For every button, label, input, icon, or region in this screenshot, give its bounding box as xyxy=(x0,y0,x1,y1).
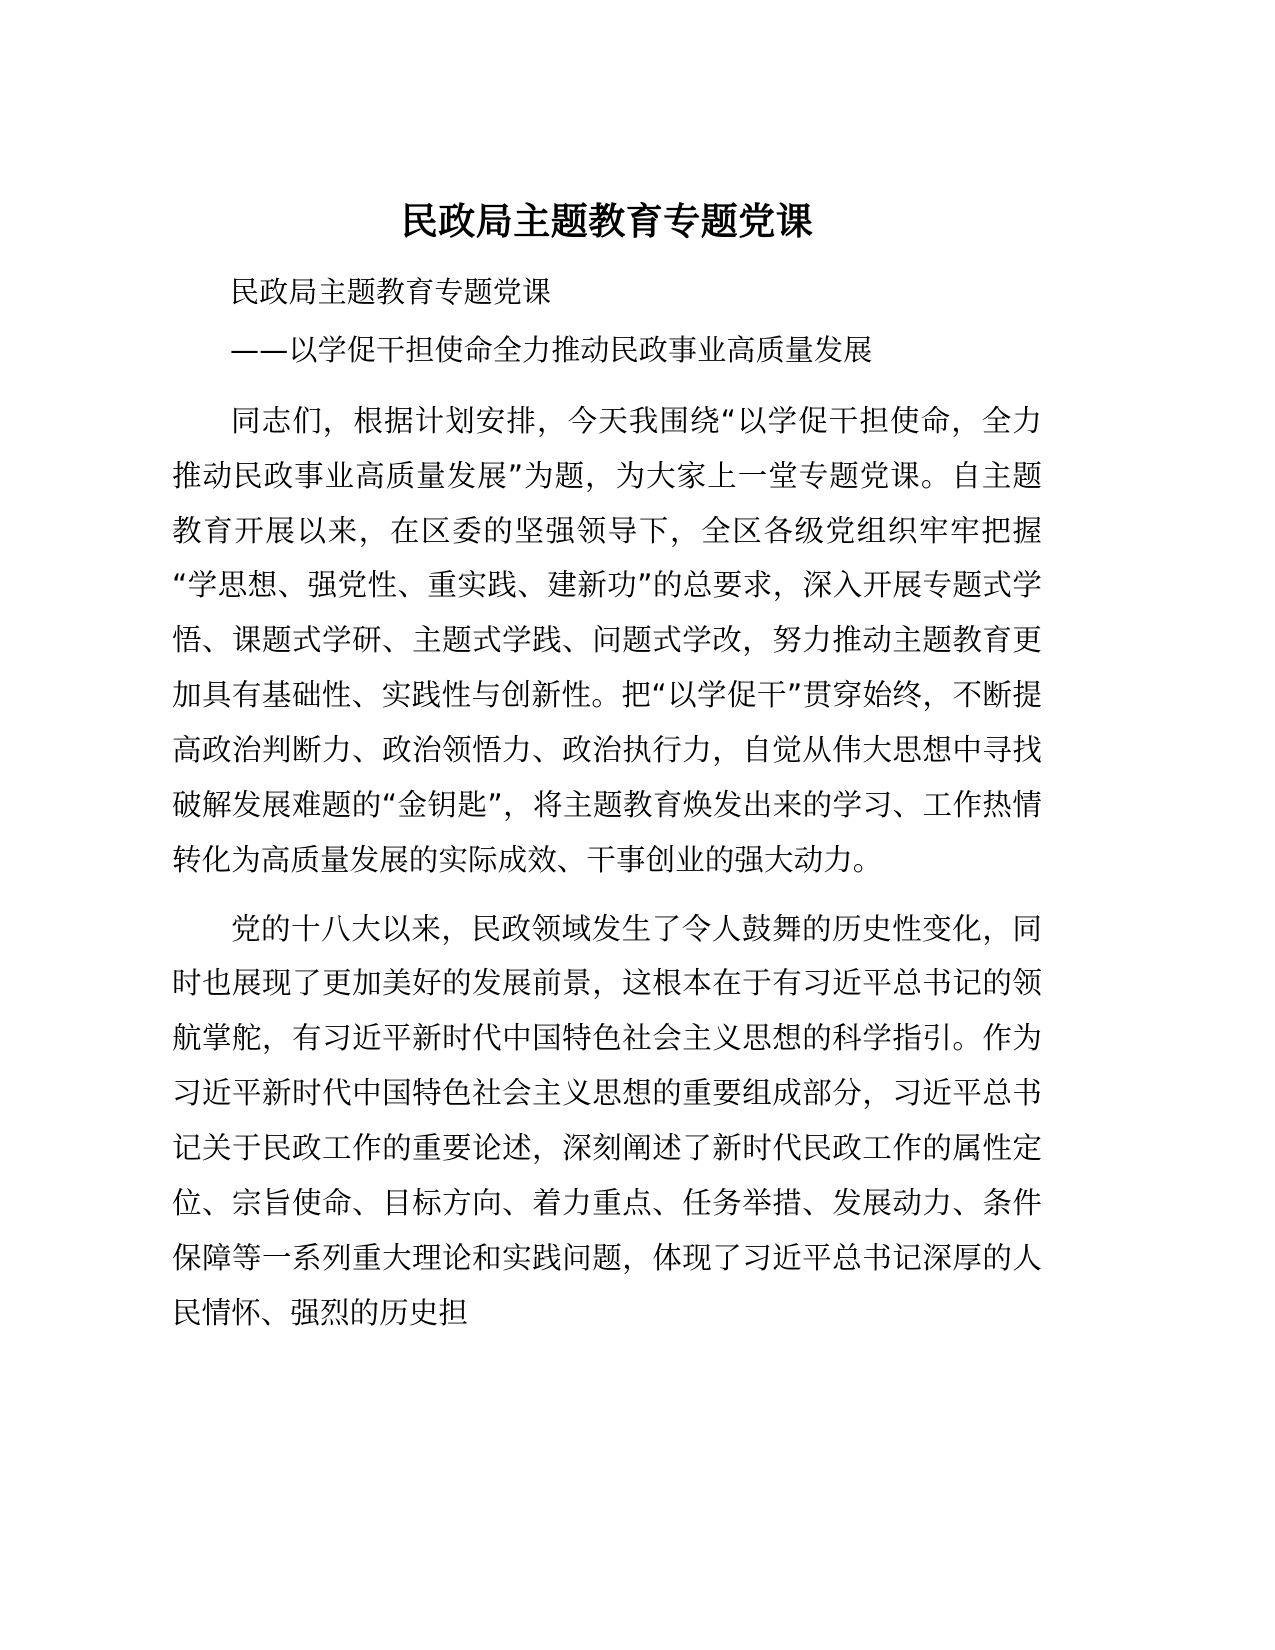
body-paragraph-1: 同志们，根据计划安排，今天我围绕“以学促干担使命，全力推动民政事业高质量发展”为题，为大家上一堂专题党课。自主题教育开展以来，在区委的坚强领导下，全区各级党组织牢牢把握“学思想、强党性、重实践、建新功”的总要求，深入开展专题式学悟、课题式学研、主题式学践、问题式学改，努力推动主题教育更加具有基础性、实践性与创新性。把“以学促干”贯穿始终，不断提高政治判断力、政治领悟力、政治执行力，自觉从伟大思想中寻找破解发展难题的“金钥匙”，将主题教育焕发出来的学习、工作热情转化为高质量发展的实际成效、干事创业的强大动力。 xyxy=(172,403,1042,877)
body-paragraph-2: 党的十八大以来，民政领域发生了令人鼓舞的历史性变化，同时也展现了更加美好的发展前景，这根本在于有习近平总书记的领航掌舵，有习近平新时代中国特色社会主义思想的科学指引。作为习近平新时代中国特色社会主义思想的重要组成部分，习近平总书记关于民政工作的重要论述，深刻阐述了新时代民政工作的属性定位、宗旨使命、目标方向、着力重点、任务举措、发展动力、条件保障等一系列重大理论和实践问题，体现了习近平总书记深厚的人民情怀、强烈的历史担 xyxy=(172,911,1042,1330)
subtitle-line-1: 民政局主题教育专题党课 xyxy=(230,274,552,309)
subtitle-line-2: ——以学促干担使命全力推动民政事业高质量发展 xyxy=(230,333,873,368)
page-title: 民政局主题教育专题党课 xyxy=(400,200,814,243)
document-content xyxy=(172,198,1042,1340)
body-text xyxy=(172,394,1042,1341)
